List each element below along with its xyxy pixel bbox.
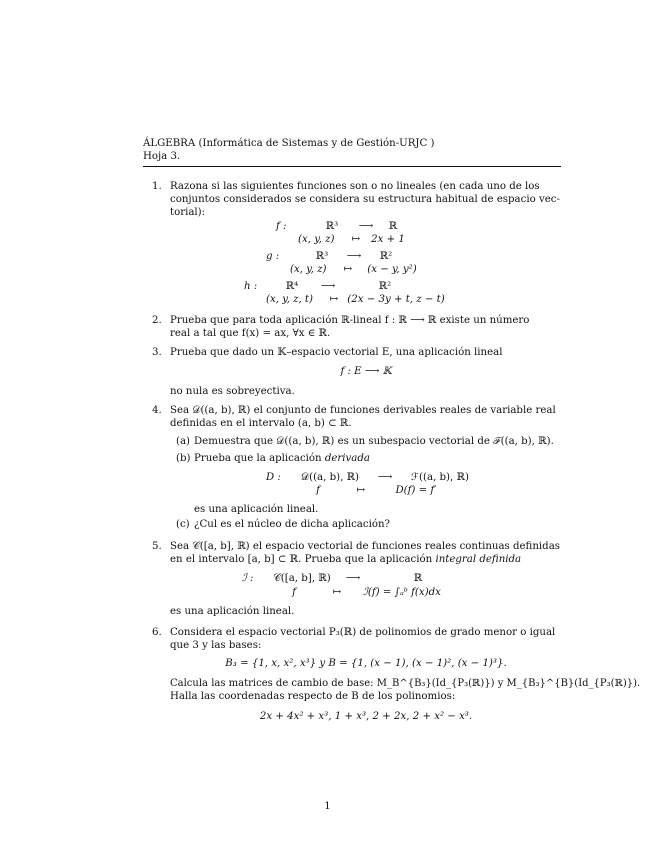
problem-5-number: 5. (152, 541, 162, 552)
map-d-codomain: ℱ((a, b), ℝ) (411, 472, 469, 483)
map-g-row-2 (290, 263, 424, 276)
map-g-name: g : (266, 251, 280, 262)
problem-4-number: 4. (152, 405, 162, 416)
map-f-mapsto: ↦ (351, 234, 361, 245)
problem-2-line-2: real a tal que f(x) = ax, ∀x ∈ ℝ. (170, 328, 331, 339)
header-title: ÁLGEBRA (Informática de Sistemas y de Gestión-URJC ) (143, 138, 435, 149)
problem-1-number: 1. (152, 181, 162, 192)
map-d-mapsto: ↦ (356, 485, 366, 496)
problem-3-number: 3. (152, 347, 162, 358)
map-f-image: 2x + 1 (371, 234, 405, 245)
map-g-row-1 (266, 250, 406, 263)
map-f-row-1 (276, 220, 408, 233)
problem-6-number: 6. (152, 627, 162, 638)
problem-3-line-1: Prueba que dado un 𝕂–espacio vectorial E, una aplicación lineal (170, 347, 503, 358)
problem-6-line-1: Considera el espacio vectorial P₃(ℝ) de polinomios de grado menor o igual (170, 627, 556, 638)
map-i-domain: 𝒞([a, b], ℝ) (273, 573, 331, 584)
problem-6-calc: Calcula las matrices de cambio de base: M_B^{B₃}(Id_{P₃(ℝ)}) y M_{B₃}^{B}(Id_{P₃(ℝ)}). (170, 678, 641, 689)
map-h-image: (2x − 3y + t, z − t) (347, 294, 445, 305)
map-i-row-1 (242, 572, 468, 585)
problem-5-line-2 (170, 553, 562, 566)
map-h-domain: ℝ⁴ (285, 281, 299, 292)
map-f-domain: ℝ³ (325, 221, 339, 232)
map-g-codomain: ℝ² (379, 251, 393, 262)
map-f-codomain: ℝ (388, 221, 398, 232)
problem-5-line-1: Sea 𝒞([a, b], ℝ) el espacio vectorial de funciones reales continuas definidas (170, 541, 560, 552)
problem-4a-label: (a) (176, 436, 191, 447)
map-d-image: D(f) = f′ (395, 485, 437, 496)
problem-4b-text-pre: Prueba que la aplicación (194, 453, 325, 464)
problem-6-coords: Halla las coordenadas respecto de B de los polinomios: (170, 691, 456, 702)
map-g-mapsto: ↦ (343, 264, 353, 275)
problem-4b-label: (b) (176, 453, 191, 464)
problem-6-bases: B₃ = {1, x, x², x³} y B = {1, (x − 1), (x − 1)², (x − 1)³}. (225, 658, 507, 669)
problem-5-emphasis: integral definida (435, 554, 522, 565)
problem-6-line-2: que 3 y las bases: (170, 640, 262, 651)
map-i-image: ℐ(f) = ∫ₐᵇ f(x)dx (363, 587, 441, 598)
map-d-var: f (316, 485, 320, 496)
problem-3-after: no nula es sobreyectiva. (170, 386, 295, 397)
problem-4b-text (194, 452, 370, 465)
problem-6-polys: 2x + 4x² + x³, 1 + x³, 2 + 2x, 2 + x² − x³. (259, 711, 473, 722)
problem-2-line-1: Prueba que para toda aplicación ℝ-lineal f : ℝ ⟶ ℝ existe un número (170, 315, 530, 326)
problem-4-after: es una aplicación lineal. (194, 504, 319, 515)
problem-2-number: 2. (152, 315, 162, 326)
problem-4-line-2: definidas en el intervalo (a, b) ⊂ ℝ. (170, 418, 352, 429)
map-i-codomain: ℝ (413, 573, 423, 584)
map-f-name: f : (276, 221, 287, 232)
problem-4-line-1: Sea 𝒟((a, b), ℝ) el conjunto de funciones derivables reales de variable real (170, 405, 556, 416)
map-h-mapsto: ↦ (329, 294, 339, 305)
map-d-arrow: ⟶ (377, 472, 393, 483)
problem-1-line-3: torial): (170, 207, 206, 218)
map-g-domain: ℝ³ (315, 251, 329, 262)
problem-1-line-1: Razona si las siguientes funciones son o no lineales (en cada uno de los (170, 181, 540, 192)
page-number: 1 (324, 801, 331, 812)
map-h-var: (x, y, z, t) (266, 294, 313, 305)
problem-5-line-2-pre: en el intervalo [a, b] ⊂ ℝ. Prueba que la aplicación (170, 554, 436, 565)
problem-3-formula: f : E ⟶ 𝕂 (340, 366, 392, 377)
map-i-arrow: ⟶ (345, 573, 361, 584)
map-h-row-1 (244, 280, 430, 293)
map-f-arrow: ⟶ (358, 221, 374, 232)
problem-4a-text: Demuestra que 𝒟((a, b), ℝ) es un subespacio vectorial de ℱ((a, b), ℝ). (194, 436, 554, 447)
map-d-row-2 (290, 484, 456, 497)
map-i-row-2 (266, 586, 452, 599)
header-rule (143, 166, 561, 167)
problem-4c-label: (c) (176, 519, 190, 530)
map-i-name: ℐ : (242, 573, 254, 584)
map-h-row-2 (266, 293, 446, 306)
map-d-domain: 𝒟((a, b), ℝ) (300, 472, 360, 483)
sheet-label: Hoja 3. (143, 151, 181, 162)
map-h-arrow: ⟶ (320, 281, 336, 292)
map-d-row-1 (266, 471, 480, 484)
map-f-var: (x, y, z) (298, 234, 335, 245)
problem-4b-emphasis: derivada (324, 453, 370, 464)
map-g-arrow: ⟶ (346, 251, 362, 262)
problem-5-after: es una aplicación lineal. (170, 606, 295, 617)
map-i-var: f (292, 587, 296, 598)
map-h-name: h : (244, 281, 258, 292)
map-g-image: (x − y, y²) (367, 264, 417, 275)
map-h-codomain: ℝ² (378, 281, 392, 292)
map-i-mapsto: ↦ (332, 587, 342, 598)
map-d-name: D : (266, 472, 281, 483)
problem-4c-text: ¿Cul es el núcleo de dicha aplicación? (194, 519, 390, 530)
map-f-row-2 (298, 233, 408, 246)
map-g-var: (x, y, z) (290, 264, 327, 275)
problem-1-line-2: conjuntos considerados se considera su estructura habitual de espacio vec- (170, 194, 560, 205)
